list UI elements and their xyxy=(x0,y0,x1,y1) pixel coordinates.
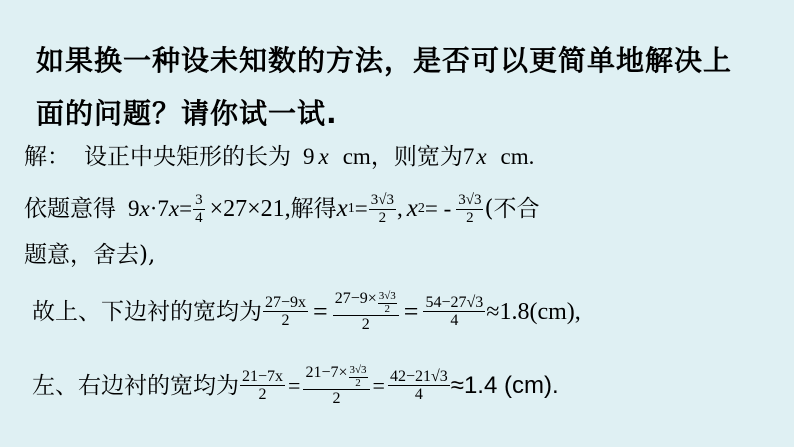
nested-num: 3√3 xyxy=(378,290,396,302)
root-2-var: x xyxy=(406,195,418,222)
eq-coef-b: 7 xyxy=(157,196,169,221)
frac-num: 3 xyxy=(195,192,203,208)
approx-result: ≈1.8(cm), xyxy=(486,298,581,325)
num-text: 21−7× xyxy=(305,364,348,381)
question-text-1: 如果换一种设未知数的方法，是否可以更简单地解决上 xyxy=(36,44,733,77)
eq-var-b: x xyxy=(168,196,180,221)
frac-num xyxy=(303,364,369,390)
fraction-substituted xyxy=(303,364,369,408)
frac-den: 2 xyxy=(281,312,290,330)
approx-result: ≈1.4 (cm). xyxy=(450,371,559,399)
eq-var-a: x xyxy=(139,196,150,221)
solution-text: 设正中央矩形的长为 xyxy=(84,144,291,170)
reject-note-a: (不合 xyxy=(484,196,540,222)
frac-den: 2 xyxy=(258,386,267,404)
root-2-sub: 2 xyxy=(417,201,425,216)
eq-coef-a: 9 xyxy=(128,196,140,221)
comma: , xyxy=(397,196,403,221)
question-line-2 xyxy=(36,96,338,132)
frac-num: 3√3 xyxy=(458,192,482,208)
frac-num xyxy=(333,290,399,316)
root-1-var: x xyxy=(336,195,348,222)
solution-label: 解： xyxy=(24,144,70,170)
question-text-2: 面的问题？请你试一试. xyxy=(36,97,338,130)
nested-den: 2 xyxy=(384,302,391,315)
fraction-27-9x xyxy=(263,294,308,330)
top-bottom-text: 故上、下边衬的宽均为 xyxy=(32,298,262,325)
fraction-21-7x xyxy=(240,368,285,404)
nested-fraction xyxy=(378,291,397,315)
frac-den: 2 xyxy=(332,390,341,408)
solve-text: 解得 xyxy=(290,196,337,222)
frac-den: 4 xyxy=(195,209,203,226)
fraction-simplified xyxy=(388,368,450,404)
solution-line-1 xyxy=(24,142,534,172)
equals-sign: = xyxy=(403,296,419,326)
wid-coef: 7 xyxy=(462,144,475,169)
question-line-1 xyxy=(36,43,732,79)
wid-var: x xyxy=(476,144,487,169)
eq-product: ×27×21, xyxy=(209,196,291,222)
solution-line-2 xyxy=(24,192,539,226)
frac-den: 4 xyxy=(450,312,459,330)
frac-den: 2 xyxy=(466,209,474,226)
frac-num: 21−7x xyxy=(242,367,284,385)
solution-line-5 xyxy=(32,364,559,408)
reject-note-b: 题意，舍去), xyxy=(24,242,156,268)
root-1-value xyxy=(369,192,396,226)
eq-sign: = xyxy=(179,196,193,221)
equals-sign: = xyxy=(372,372,385,398)
equals-sign: = xyxy=(288,372,301,398)
root-2-value xyxy=(456,192,483,226)
fraction-three-quarters xyxy=(193,192,205,226)
frac-num: 27−9x xyxy=(265,293,307,311)
unit-text-1: cm，则宽为 xyxy=(342,144,463,169)
nested-num: 3√3 xyxy=(349,364,367,376)
equation-intro: 依题意得 xyxy=(24,196,116,222)
fraction-simplified xyxy=(423,294,485,330)
frac-den: 2 xyxy=(361,316,370,334)
solution-line-4 xyxy=(32,290,581,334)
frac-num: 54−27√3 xyxy=(425,293,484,311)
solution-line-3 xyxy=(24,240,155,270)
left-right-text: 左、右边衬的宽均为 xyxy=(32,372,239,399)
frac-num: 42−21√3 xyxy=(389,367,448,385)
fraction-substituted xyxy=(333,290,399,334)
len-var: x xyxy=(318,144,329,169)
equals-sign: = xyxy=(313,296,328,326)
root-1-sub: 1 xyxy=(347,201,355,216)
num-text: 27−9× xyxy=(334,290,377,307)
unit-text-2: cm. xyxy=(500,144,535,169)
frac-den: 2 xyxy=(378,209,387,226)
root-2-eq: = - xyxy=(424,196,452,221)
eq-dot: · xyxy=(149,196,158,221)
frac-num: 3√3 xyxy=(370,192,394,208)
frac-den: 4 xyxy=(414,386,423,404)
nested-fraction xyxy=(349,365,368,389)
root-1-eq: = xyxy=(354,196,368,221)
nested-den: 2 xyxy=(355,376,361,389)
len-coef: 9 xyxy=(303,144,315,169)
